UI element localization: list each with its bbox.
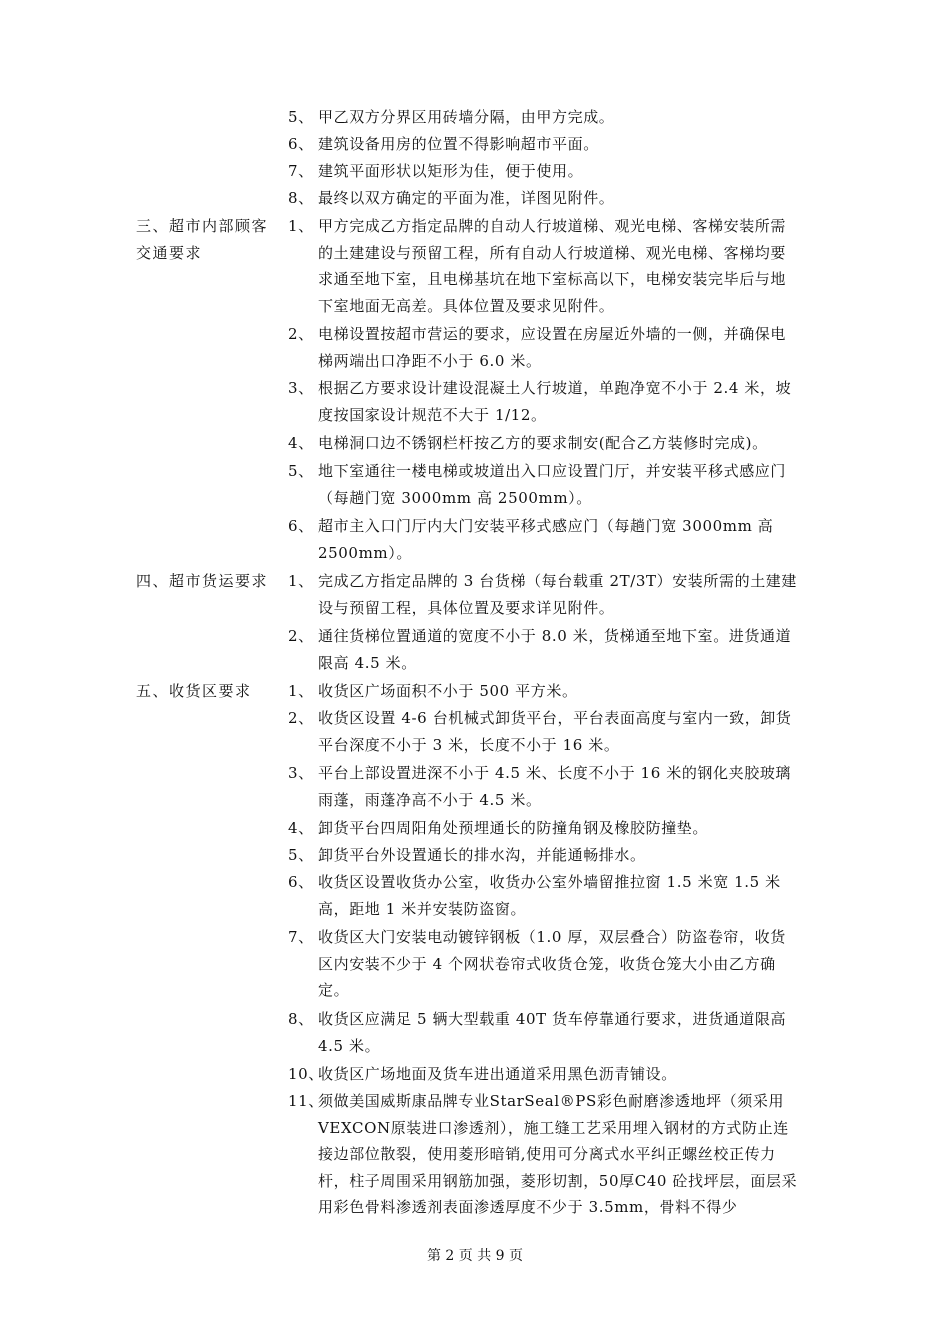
list-item: 10、收货区广场地面及货车进出通道采用黑色沥青铺设。 [288, 1065, 677, 1083]
list-item: 5、 地下室通往一楼电梯或坡道出入口应设置门厅，并安装平移式感应门（每趟门宽 3000mm 高 2500mm）。 [288, 462, 787, 507]
list-item: 7、 收货区大门安装电动镀锌钢板（1.0 厚，双层叠合）防盗卷帘，收货区内安装不少于 4 个网状卷帘式收货仓笼，收货仓笼大小由乙方确定。 [288, 928, 786, 999]
list-item: 4、 卸货平台四周阳角处预埋通长的防撞角钢及橡胶防撞垫。 [288, 819, 709, 837]
list-item: 3、 平台上部设置进深不小于 4.5 米、长度不小于 16 米的钢化夹胶玻璃雨蓬，雨蓬净高不小于 4.5 米。 [288, 764, 792, 809]
list-item: 4、 电梯洞口边不锈钢栏杆按乙方的要求制安(配合乙方装修时完成)。 [288, 434, 768, 452]
list-item: 8、 收货区应满足 5 辆大型载重 40T 货车停靠通行要求，进货通道限高 4.5 米。 [288, 1010, 787, 1055]
page-footer: 第 2 页 共 9 页 [426, 1248, 524, 1264]
section-title: 四、超市货运要求 [136, 572, 269, 590]
list-item: 5、 甲乙双方分界区用砖墙分隔，由甲方完成。 [288, 108, 615, 126]
list-item: 2、 电梯设置按超市营运的要求，应设置在房屋近外墙的一侧，并确保电梯两端出口净距不小于 6.0 米。 [288, 325, 787, 370]
list-item: 11、须做美国威斯康品牌专业StarSeal®PS彩色耐磨渗透地坪（须采用VEXCON原装进口渗透剂），施工缝工艺采用埋入钢材的方式防止连接边部位散裂，使用菱形暗销,使用可分离式水平纠正螺丝校正传力杆，柱子周围采用钢筋加强，菱形切割，50厚C40 砼找坪层，面层采用彩色骨料渗透剂表面渗透厚度不少于 3.5mm，骨料不得少 [288, 1092, 798, 1216]
list-item: 1、 收货区广场面积不小于 500 平方米。 [288, 682, 578, 700]
list-item: 6、 建筑设备用房的位置不得影响超市平面。 [288, 135, 599, 153]
list-item: 2、 通往货梯位置通道的宽度不小于 8.0 米，货梯通至地下室。进货通道限高 4.5 米。 [288, 627, 792, 672]
list-item: 8、 最终以双方确定的平面为准，详图见附件。 [288, 189, 615, 207]
section-title: 五、收货区要求 [136, 682, 252, 700]
list-item: 7、 建筑平面形状以矩形为佳，便于使用。 [288, 162, 584, 180]
list-item: 1、 完成乙方指定品牌的 3 台货梯（每台载重 2T/3T）安装所需的土建建设与预留工程，具体位置及要求详见附件。 [288, 572, 798, 617]
list-item: 1、 甲方完成乙方指定品牌的自动人行坡道梯、观光电梯、客梯安装所需的土建建设与预留工程，所有自动人行坡道梯、观光电梯、客梯均要求通至地下室，且电梯基坑在地下室标高以下，电梯安装完毕后与地下室地面无高差。具体位置及要求见附件。 [288, 217, 787, 315]
section-title: 三、超市内部顾客交通要求 [136, 217, 269, 262]
list-item: 6、 超市主入口门厅内大门安装平移式感应门（每趟门宽 3000mm 高 2500mm）。 [288, 517, 774, 562]
list-item: 3、 根据乙方要求设计建设混凝土人行坡道，单跑净宽不小于 2.4 米，坡度按国家设计规范不大于 1/12。 [288, 379, 792, 424]
list-item: 2、 收货区设置 4-6 台机械式卸货平台，平台表面高度与室内一致，卸货平台深度不小于 3 米，长度不小于 16 米。 [288, 709, 792, 754]
list-item: 6、 收货区设置收货办公室，收货办公室外墙留推拉窗 1.5 米宽 1.5 米高，距地 1 米并安装防盗窗。 [288, 873, 781, 918]
list-item: 5、 卸货平台外设置通长的排水沟，并能通畅排水。 [288, 846, 646, 864]
